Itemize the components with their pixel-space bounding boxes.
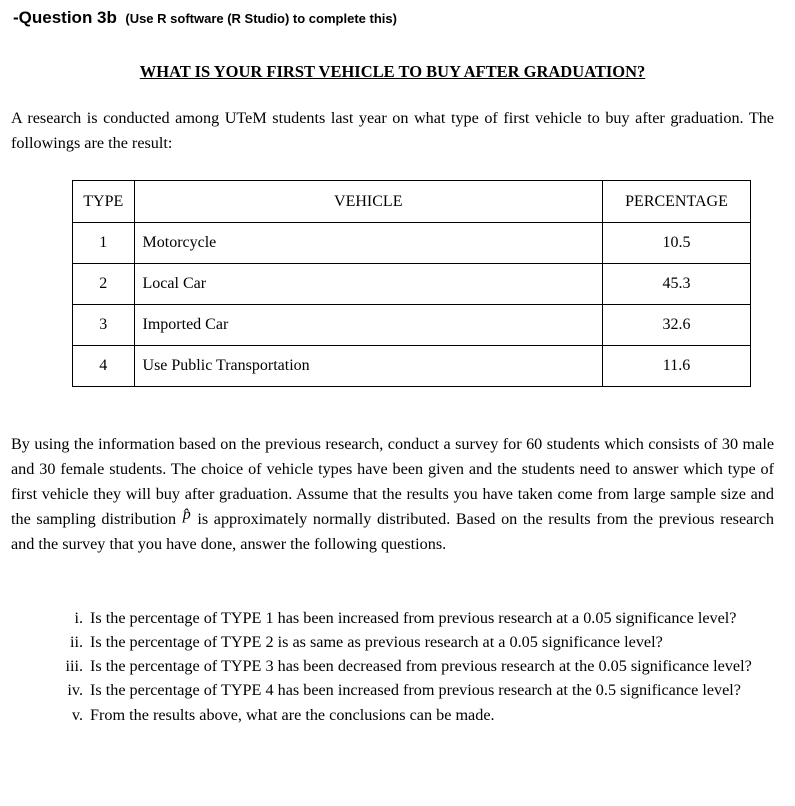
question-index: v. bbox=[71, 706, 83, 724]
question-heading bbox=[13, 8, 397, 28]
cell-vehicle: Local Car bbox=[134, 264, 603, 305]
cell-type: 4 bbox=[73, 346, 135, 387]
cell-type: 3 bbox=[73, 305, 135, 346]
question-number: -Question 3b bbox=[13, 8, 117, 27]
document-title: WHAT IS YOUR FIRST VEHICLE TO BUY AFTER GRADUATION? bbox=[139, 62, 646, 81]
table-header-row bbox=[73, 181, 751, 223]
cell-vehicle: Imported Car bbox=[134, 305, 603, 346]
question-text: Is the percentage of TYPE 4 has been increased from previous research at the 0.5 significance level? bbox=[90, 681, 741, 699]
survey-paragraph bbox=[11, 432, 774, 557]
header-type: TYPE bbox=[73, 181, 135, 223]
question-index: ii. bbox=[69, 633, 83, 651]
question-index: iii. bbox=[65, 657, 83, 675]
question-index: iv. bbox=[67, 681, 83, 699]
list-item bbox=[0, 606, 774, 630]
header-percentage: PERCENTAGE bbox=[603, 181, 751, 223]
question-list bbox=[0, 606, 774, 727]
question-index: i. bbox=[74, 609, 83, 627]
table-row bbox=[73, 346, 751, 387]
vehicle-results-table bbox=[72, 180, 751, 387]
survey-text-part2: is approximately normally distributed. Based on the results from the previous research and the survey that you have done, answer the following questions. bbox=[11, 510, 775, 553]
cell-vehicle: Use Public Transportation bbox=[134, 346, 603, 387]
list-item bbox=[0, 678, 774, 702]
question-text: From the results above, what are the conclusions can be made. bbox=[90, 706, 495, 724]
table-row bbox=[73, 223, 751, 264]
cell-percentage: 10.5 bbox=[603, 223, 751, 264]
list-item bbox=[0, 654, 774, 678]
question-note: (Use R software (R Studio) to complete this) bbox=[125, 11, 397, 26]
intro-paragraph: A research is conducted among UTeM students last year on what type of first vehicle to buy after graduation. The followings are the result: bbox=[11, 109, 774, 152]
list-item bbox=[0, 630, 774, 654]
cell-percentage: 45.3 bbox=[603, 264, 751, 305]
p-hat-symbol: p̂ bbox=[182, 506, 191, 523]
table-row bbox=[73, 305, 751, 346]
cell-type: 1 bbox=[73, 223, 135, 264]
question-text: Is the percentage of TYPE 1 has been increased from previous research at a 0.05 significance level? bbox=[90, 609, 737, 627]
cell-percentage: 11.6 bbox=[603, 346, 751, 387]
survey-text-part1: By using the information based on the previous research, conduct a survey for 60 students which consists of 30 male and 30 female students. The choice of vehicle types have been given and the students need to answer which type of first vehicle they will buy after graduation. Assume that the results you have taken come from large sample size and the sampling distribution bbox=[11, 435, 774, 528]
header-vehicle: VEHICLE bbox=[134, 181, 603, 223]
cell-percentage: 32.6 bbox=[603, 305, 751, 346]
question-text: Is the percentage of TYPE 2 is as same as previous research at a 0.05 significance level? bbox=[90, 633, 663, 651]
question-text: Is the percentage of TYPE 3 has been decreased from previous research at the 0.05 significance level? bbox=[90, 657, 752, 675]
list-item bbox=[0, 703, 774, 727]
cell-type: 2 bbox=[73, 264, 135, 305]
cell-vehicle: Motorcycle bbox=[134, 223, 603, 264]
table-row bbox=[73, 264, 751, 305]
